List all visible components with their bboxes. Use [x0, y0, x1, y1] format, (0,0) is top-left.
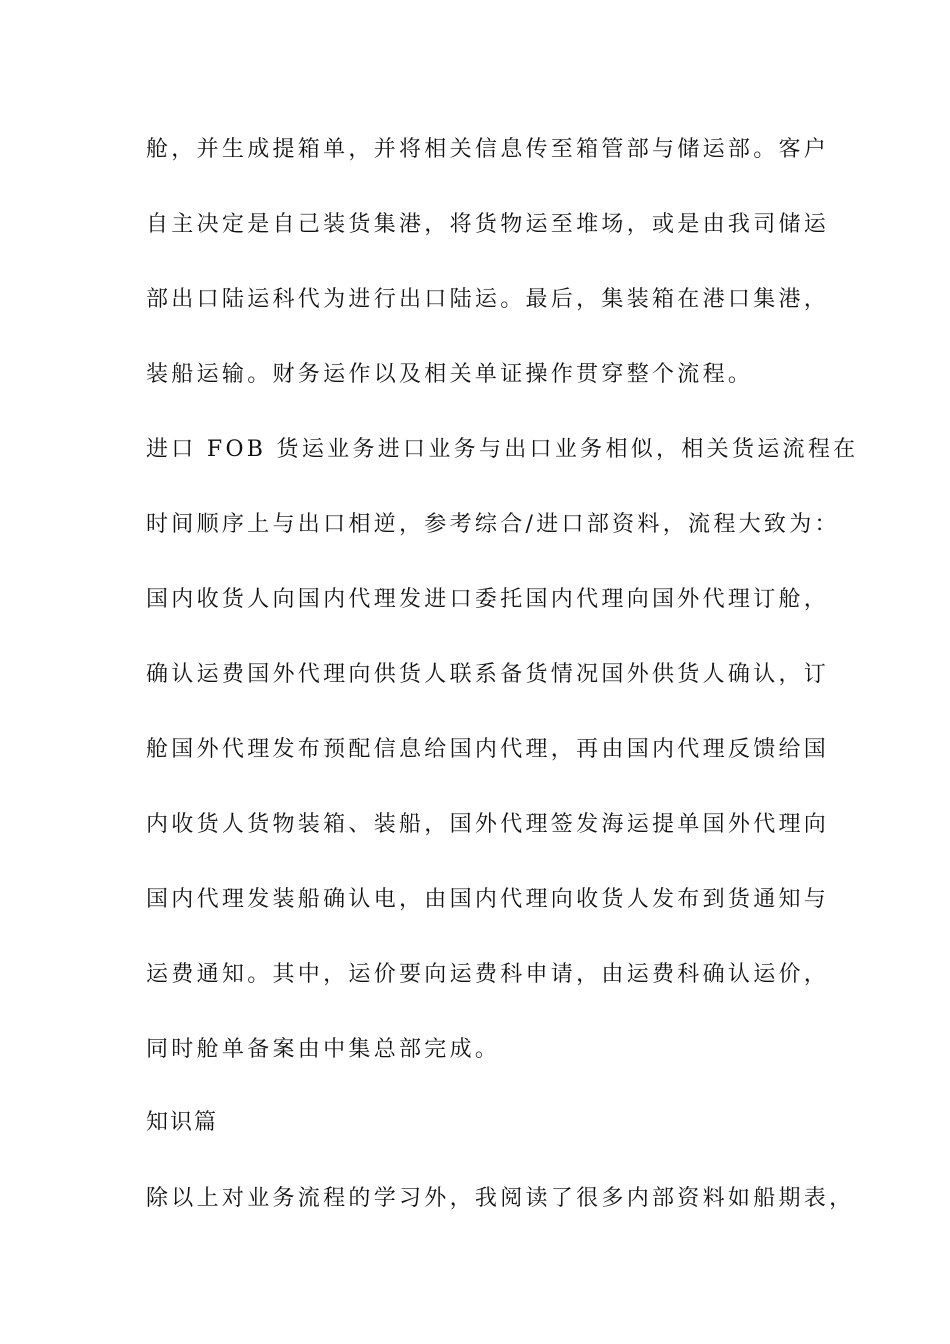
paragraph-line: 运费通知。其中，运价要向运费科申请，由运费科确认运价， — [146, 962, 830, 987]
section-heading: 知识篇 — [146, 1110, 219, 1135]
paragraph-line: 国内代理发装船确认电，由国内代理向收货人发布到货通知与 — [146, 887, 830, 912]
paragraph-line: 部出口陆运科代为进行出口陆运。最后，集装箱在港口集港， — [146, 287, 830, 312]
paragraph-line: 装船运输。财务运作以及相关单证操作贯穿整个流程。 — [146, 362, 754, 387]
paragraph-line: 进口 FOB 货运业务进口业务与出口业务相似，相关货运流程在 — [146, 437, 859, 462]
paragraph-line: 自主决定是自己装货集港，将货物运至堆场，或是由我司储运 — [146, 212, 830, 237]
paragraph-line: 舱，并生成提箱单，并将相关信息传至箱管部与储运部。客户 — [146, 137, 830, 162]
paragraph-line: 国内收货人向国内代理发进口委托国内代理向国外代理订舱， — [146, 587, 830, 612]
paragraph-line: 内收货人货物装箱、装船，国外代理签发海运提单国外代理向 — [146, 812, 830, 837]
paragraph-line: 时间顺序上与出口相逆，参考综合/进口部资料，流程大致为： — [146, 512, 840, 537]
paragraph-line: 确认运费国外代理向供货人联系备货情况国外供货人确认，订 — [146, 662, 830, 687]
paragraph-line: 除以上对业务流程的学习外，我阅读了很多内部资料如船期表， — [146, 1186, 855, 1211]
paragraph-line: 同时舱单备案由中集总部完成。 — [146, 1037, 501, 1062]
paragraph-line: 舱国外代理发布预配信息给国内代理，再由国内代理反馈给国 — [146, 737, 830, 762]
